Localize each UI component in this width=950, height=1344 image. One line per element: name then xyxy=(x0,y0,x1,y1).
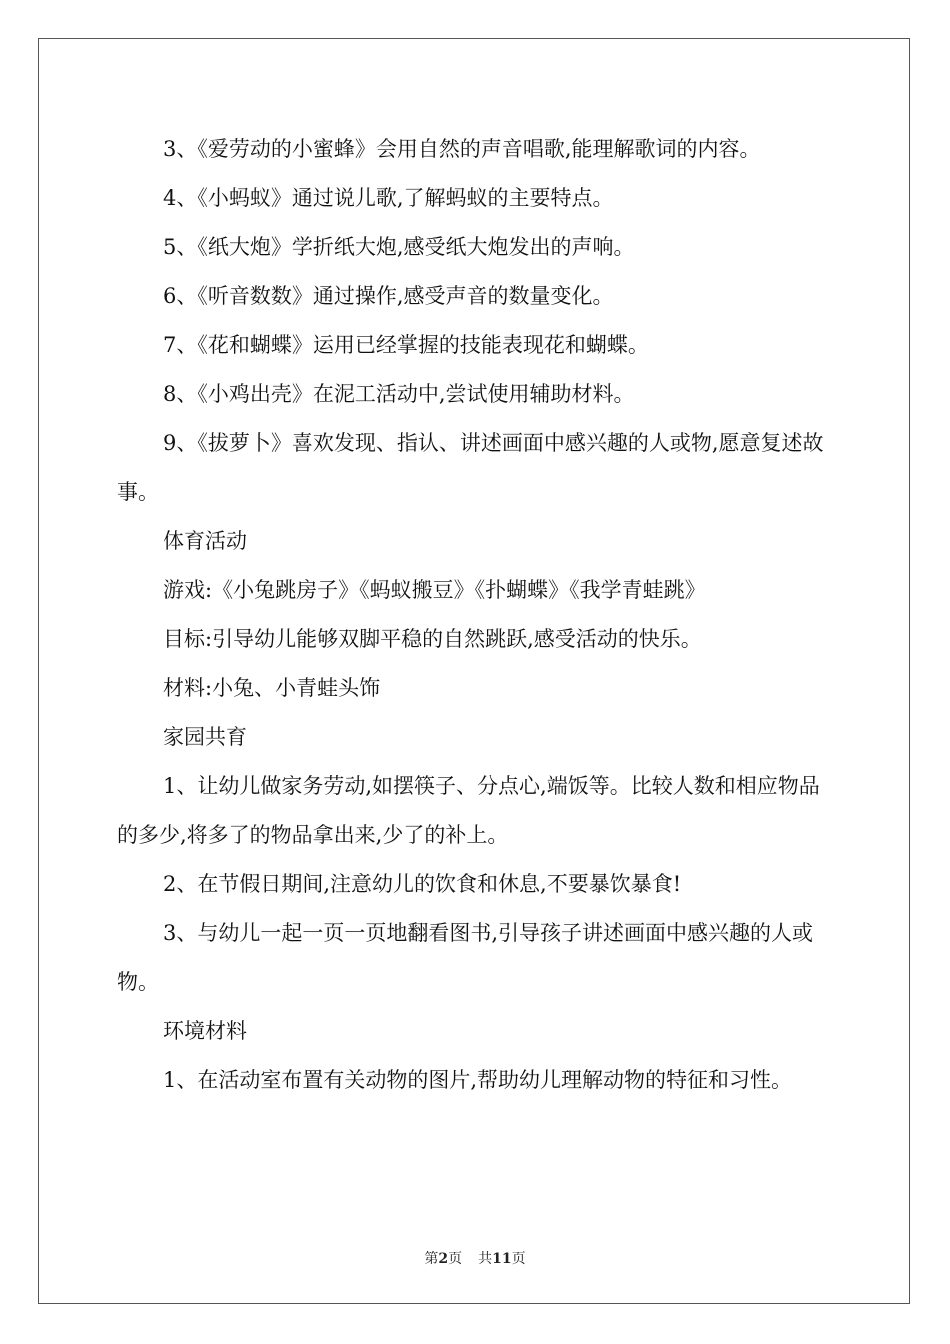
page-footer xyxy=(0,1248,950,1268)
paragraph: 5、《纸大炮》学折纸大炮,感受纸大炮发出的声响。 xyxy=(163,235,635,259)
paragraph: 6、《听音数数》通过操作,感受声音的数量变化。 xyxy=(163,284,614,308)
paragraph: 8、《小鸡出壳》在泥工活动中,尝试使用辅助材料。 xyxy=(163,382,635,406)
paragraph: 7、《花和蝴蝶》运用已经掌握的技能表现花和蝴蝶。 xyxy=(163,333,649,357)
paragraph: 2、在节假日期间,注意幼儿的饮食和休息,不要暴饮暴食! xyxy=(163,872,682,896)
section-heading-home: 家园共育 xyxy=(163,725,247,749)
section-heading-sports: 体育活动 xyxy=(163,529,247,553)
section-heading-environment: 环境材料 xyxy=(163,1019,247,1043)
paragraph: 目标:引导幼儿能够双脚平稳的自然跳跃,感受活动的快乐。 xyxy=(163,627,702,651)
total-pages-label: 共11页 xyxy=(478,1251,526,1267)
paragraph: 材料:小兔、小青蛙头饰 xyxy=(163,676,381,700)
paragraph: 1、在活动室布置有关动物的图片,帮助幼儿理解动物的特征和习性。 xyxy=(163,1068,793,1092)
paragraph: 4、《小蚂蚁》通过说儿歌,了解蚂蚁的主要特点。 xyxy=(163,186,614,210)
paragraph: 1、让幼儿做家务劳动,如摆筷子、分点心,端饭等。比较人数和相应物品的多少,将多了的物品拿出来,少了的补上。 xyxy=(117,774,820,847)
paragraph: 3、与幼儿一起一页一页地翻看图书,引导孩子讲述画面中感兴趣的人或物。 xyxy=(117,921,814,994)
paragraph: 9、《拔萝卜》喜欢发现、指认、讲述画面中感兴趣的人或物,愿意复述故事。 xyxy=(117,431,824,504)
paragraph: 游戏:《小兔跳房子》《蚂蚁搬豆》《扑蝴蝶》《我学青蛙跳》 xyxy=(163,578,706,602)
page-number-label: 第2页 xyxy=(424,1251,463,1267)
paragraph: 3、《爱劳动的小蜜蜂》会用自然的声音唱歌,能理解歌词的内容。 xyxy=(163,137,761,161)
document-body xyxy=(117,125,837,1105)
